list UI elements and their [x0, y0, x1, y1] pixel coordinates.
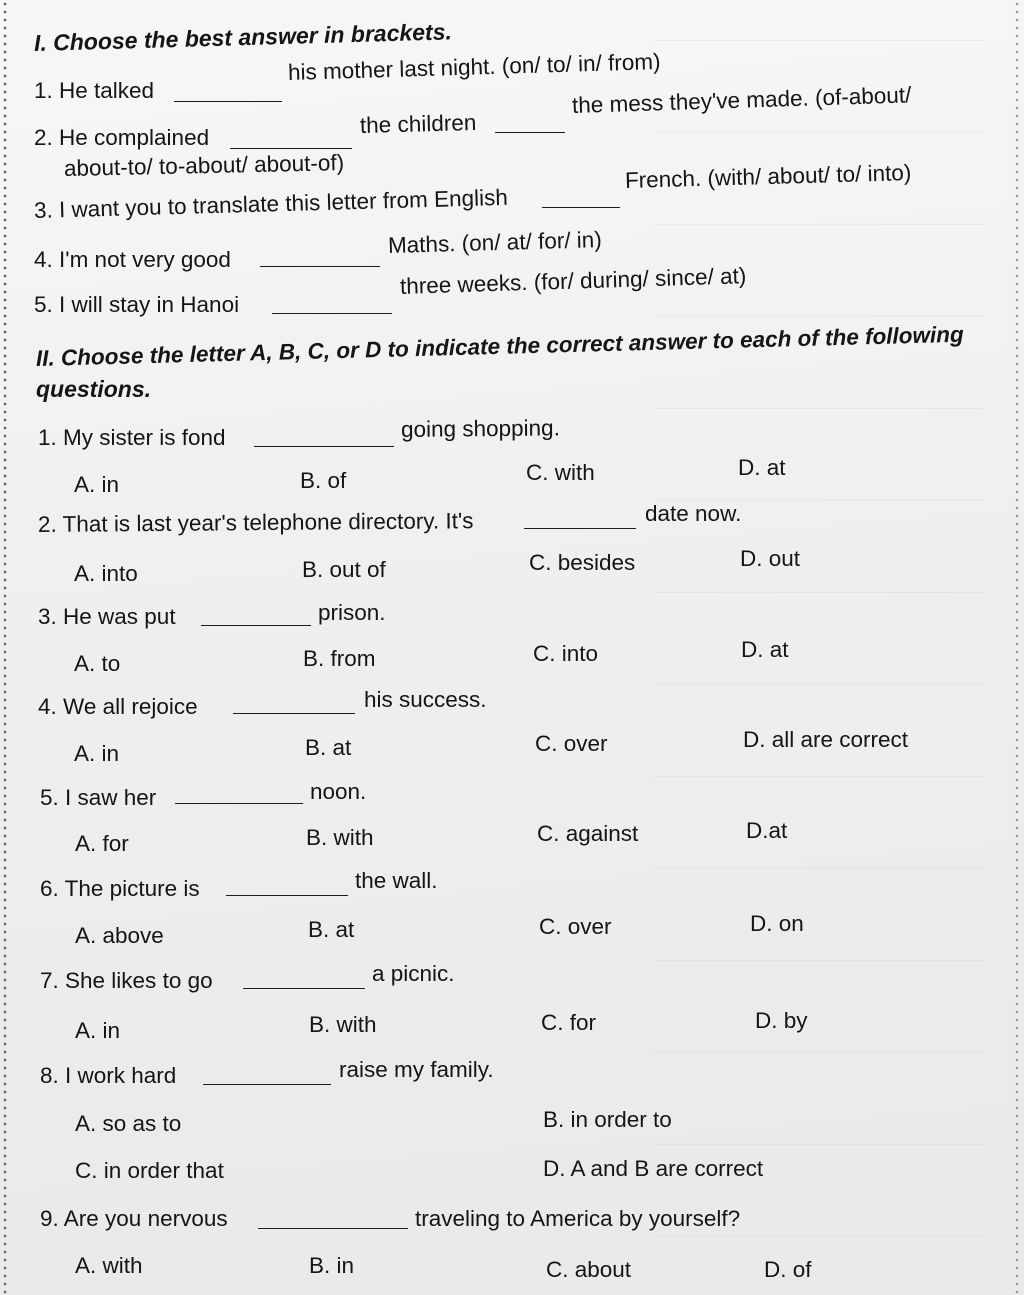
s2-q7-rest: a picnic.: [372, 961, 455, 986]
s1-q3-rest: French. (with/ about/ to/ into): [624, 160, 912, 193]
s2-q1-option-d: D. at: [738, 455, 786, 480]
s2-q9-option-a: A. with: [75, 1253, 143, 1278]
right-dotted-edge: [1014, 0, 1020, 1295]
s2-q9-option-d: D. of: [764, 1257, 812, 1282]
s2-q3-option-b: B. from: [303, 646, 376, 671]
s1-q3-blank: [542, 207, 620, 208]
s1-q4-stem: 4. I'm not very good: [34, 247, 231, 272]
left-dotted-edge: [2, 0, 8, 1295]
s2-q7-option-c: C. for: [541, 1010, 597, 1035]
s2-q7-option-b: B. with: [309, 1012, 377, 1037]
s2-q5-rest: noon.: [310, 779, 367, 804]
s2-q5-stem: 5. I saw her: [40, 785, 157, 810]
s2-q6-option-d: D. on: [750, 911, 804, 936]
s2-q5-blank: [175, 803, 303, 804]
s2-q1-rest: going shopping.: [400, 415, 561, 442]
s2-q7-option-d: D. by: [755, 1008, 808, 1033]
s1-q2-blank-2: [495, 132, 565, 133]
s1-q2-mid: the children: [359, 109, 477, 138]
section2-heading: II. Choose the letter A, B, C, or D to indicate the correct answer to each of the following: [35, 321, 965, 371]
s2-q2-option-d: D. out: [740, 546, 801, 571]
s1-q5-stem: 5. I will stay in Hanoi: [34, 292, 240, 317]
s2-q7-blank: [243, 988, 365, 989]
s1-q4-rest: Maths. (on/ at/ for/ in): [387, 227, 603, 258]
s2-q4-blank: [233, 713, 355, 714]
s1-q3-stem: 3. I want you to translate this letter from English: [33, 184, 509, 223]
s2-q6-rest: the wall.: [355, 868, 438, 893]
s2-q6-blank: [226, 895, 348, 896]
s2-q4-stem: 4. We all rejoice: [38, 694, 198, 719]
s2-q8-blank: [203, 1084, 331, 1085]
s2-q9-blank: [258, 1228, 408, 1229]
s1-q2-rest-line2: about-to/ to-about/ about-of): [63, 150, 345, 181]
s2-q2-option-b: B. out of: [302, 557, 386, 582]
section2-heading-line2: questions.: [36, 376, 152, 402]
s2-q8-stem: 8. I work hard: [40, 1063, 177, 1088]
section1-heading: I. Choose the best answer in brackets.: [33, 18, 453, 56]
s2-q1-option-a: A. in: [74, 472, 120, 497]
s2-q8-option-c: C. in order that: [75, 1158, 224, 1183]
s2-q9-rest: traveling to America by yourself?: [415, 1206, 741, 1231]
s2-q1-stem: 1. My sister is fond: [38, 425, 226, 450]
s2-q3-option-c: C. into: [533, 641, 599, 666]
s2-q2-blank: [524, 528, 636, 529]
s1-q1-stem: 1. He talked: [34, 78, 155, 103]
s2-q2-rest: date now.: [645, 501, 742, 526]
s1-q1-blank: [174, 101, 282, 102]
s2-q1-option-c: C. with: [526, 460, 595, 485]
s2-q9-option-b: B. in: [309, 1253, 355, 1278]
s2-q7-stem: 7. She likes to go: [40, 968, 213, 993]
s1-q1-rest: his mother last night. (on/ to/ in/ from): [287, 48, 661, 85]
s2-q2-option-c: C. besides: [529, 550, 636, 575]
s2-q1-option-b: B. of: [300, 468, 347, 493]
s2-q5-option-c: C. against: [537, 821, 639, 846]
s2-q6-stem: 6. The picture is: [40, 876, 200, 901]
s2-q8-option-d: D. A and B are correct: [543, 1156, 764, 1181]
s2-q9-option-c: C. about: [546, 1257, 632, 1282]
s2-q4-option-a: A. in: [74, 741, 120, 766]
s2-q7-option-a: A. in: [75, 1018, 121, 1043]
s2-q9-stem: 9. Are you nervous: [40, 1206, 228, 1231]
s1-q4-blank: [260, 266, 380, 267]
s2-q6-option-a: A. above: [75, 923, 164, 948]
s2-q5-option-b: B. with: [306, 825, 374, 850]
s2-q3-option-a: A. to: [74, 651, 121, 676]
s2-q5-option-d: D.at: [746, 818, 788, 843]
s2-q5-option-a: A. for: [75, 831, 129, 856]
s1-q5-rest: three weeks. (for/ during/ since/ at): [399, 263, 747, 299]
s2-q8-option-b: B. in order to: [543, 1107, 672, 1132]
s2-q8-rest: raise my family.: [339, 1057, 494, 1082]
s1-q2-stem: 2. He complained: [34, 125, 210, 150]
s2-q4-rest: his success.: [364, 687, 487, 712]
s2-q1-blank: [254, 446, 394, 447]
s1-q2-blank-1: [230, 148, 352, 149]
s2-q2-stem: 2. That is last year's telephone directory. It's: [37, 508, 474, 537]
s2-q4-option-b: B. at: [305, 735, 352, 760]
s1-q5-blank: [272, 313, 392, 314]
s2-q8-option-a: A. so as to: [75, 1111, 182, 1136]
s2-q4-option-d: D. all are correct: [743, 727, 909, 752]
s2-q4-option-c: C. over: [535, 731, 608, 756]
s2-q3-option-d: D. at: [741, 637, 789, 662]
s2-q3-blank: [201, 625, 311, 626]
s2-q3-stem: 3. He was put: [38, 604, 176, 629]
s2-q3-rest: prison.: [318, 600, 386, 625]
show-through-lines: [654, 0, 984, 1295]
s2-q6-option-c: C. over: [539, 914, 612, 939]
s2-q2-option-a: A. into: [74, 561, 138, 586]
s2-q6-option-b: B. at: [308, 917, 355, 942]
s1-q2-rest: the mess they've made. (of-about/: [571, 82, 912, 118]
